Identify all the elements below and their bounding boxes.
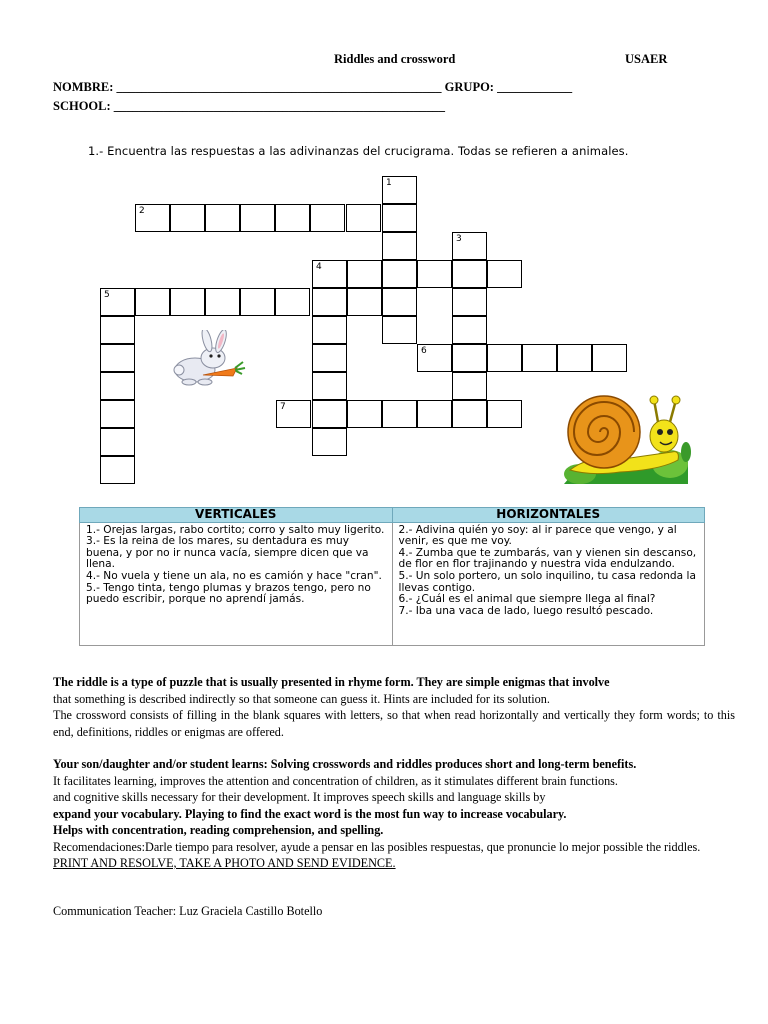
- clue-number: 3: [456, 234, 462, 244]
- crossword-cell[interactable]: [205, 288, 240, 316]
- vertical-clues-cell: [80, 522, 393, 645]
- clue-number: 6: [421, 346, 427, 356]
- vertical-clue: 1.- Orejas largas, rabo cortito; corro y salto muy ligerito.: [86, 523, 385, 536]
- crossword-cell[interactable]: [417, 400, 452, 428]
- crossword-cell[interactable]: [100, 288, 135, 316]
- crossword-cell[interactable]: [382, 288, 417, 316]
- crossword-cell[interactable]: [135, 204, 170, 232]
- crossword-cell[interactable]: [452, 372, 487, 400]
- crossword-cell[interactable]: [452, 344, 487, 372]
- benefits-paragraph: [53, 756, 735, 872]
- crossword-cell[interactable]: [382, 204, 417, 232]
- nombre-grupo-line: NOMBRE: ____________________________________________________ GRUPO: ____________: [53, 80, 573, 94]
- crossword-cell[interactable]: [346, 204, 381, 232]
- crossword-cell[interactable]: [312, 400, 347, 428]
- clue-number: 1: [386, 178, 392, 188]
- crossword-cell[interactable]: [275, 204, 310, 232]
- clue-number: 2: [139, 206, 145, 216]
- crossword-cell[interactable]: [487, 344, 522, 372]
- crossword-cell[interactable]: [347, 288, 382, 316]
- riddle-paragraph: [53, 674, 735, 740]
- horizontal-clues-cell: [392, 522, 705, 645]
- crossword-cell[interactable]: [170, 204, 205, 232]
- vertical-clue: 4.- No vuela y tiene un ala, no es camión y hace "cran".: [86, 569, 382, 582]
- benefits-heading: Your son/daughter and/or student learns: Solving crosswords and riddles produces short and long-term benefits.: [53, 757, 637, 771]
- crossword-cell[interactable]: [100, 456, 135, 484]
- crossword-cell[interactable]: [522, 344, 557, 372]
- vertical-clue: 5.- Tengo tinta, tengo plumas y brazos tengo, pero no puedo escribir, porque no aprendí jamás.: [86, 581, 371, 606]
- crossword-cell[interactable]: [100, 372, 135, 400]
- concentration-line: Helps with concentration, reading comprehension, and spelling.: [53, 823, 384, 837]
- crossword-cell[interactable]: [382, 232, 417, 260]
- crossword-cell[interactable]: [382, 260, 417, 288]
- vertical-clue: 3.- Es la reina de los mares, su dentadura es muy buena, y por no ir nunca vacía, siempre dicen que va llena.: [86, 535, 369, 571]
- crossword-paragraph: The crossword consists of filling in the blank squares with letters, so that when read horizontally and vertically they form words; to this end, definitions, riddles or enigmas are offered.: [53, 708, 735, 739]
- crossword-cell[interactable]: [557, 344, 592, 372]
- rabbit-icon: [165, 330, 250, 388]
- crossword-cell[interactable]: [382, 316, 417, 344]
- crossword-cell[interactable]: [312, 316, 347, 344]
- crossword-cell[interactable]: [100, 428, 135, 456]
- crossword-cell[interactable]: [312, 288, 347, 316]
- riddle-intro-bold: The riddle is a type of puzzle that is usually presented in rhyme form. They are simple enigmas that involve: [53, 675, 610, 689]
- crossword-cell[interactable]: [452, 316, 487, 344]
- crossword-cell[interactable]: [276, 400, 311, 428]
- crossword-cell[interactable]: [312, 428, 347, 456]
- instruction-text: 1.- Encuentra las respuestas a las adivinanzas del crucigrama. Todas se refieren a animales.: [88, 144, 629, 158]
- crossword-cell[interactable]: [135, 288, 170, 316]
- crossword-cell[interactable]: [312, 344, 347, 372]
- horizontal-clue: 6.- ¿Cuál es el animal que siempre llega al final?: [398, 593, 656, 606]
- verticales-header: VERTICALES: [80, 508, 393, 523]
- crossword-cell[interactable]: [347, 400, 382, 428]
- crossword-cell[interactable]: [240, 288, 275, 316]
- crossword-cell[interactable]: [100, 316, 135, 344]
- benefits-line-b: and cognitive skills necessary for their development. It improves speech skills and language skills by: [53, 790, 546, 804]
- riddle-intro-rest: that something is described indirectly so that someone can guess it. Hints are included for its solution.: [53, 691, 550, 706]
- crossword-cell[interactable]: [452, 260, 487, 288]
- crossword-cell[interactable]: [240, 204, 275, 232]
- crossword-cell[interactable]: [347, 260, 382, 288]
- horizontal-clue: 4.- Zumba que te zumbarás, van y vienen sin descanso, de flor en flor trajinando y nuestra vida endulzando.: [398, 546, 697, 571]
- recommendations-text: Recomendaciones:Darle tiempo para resolver, ayude a pensar en las posibles respuestas, que pronuncie lo mejor possible the riddles.: [53, 839, 701, 854]
- vocabulary-line: expand your vocabulary. Playing to find the exact word is the most fun way to increase vocabulary.: [53, 806, 567, 821]
- crossword-cell[interactable]: [487, 260, 522, 288]
- teacher-signature: Communication Teacher: Luz Graciela Castillo Botello: [53, 904, 323, 918]
- crossword-cell[interactable]: [275, 288, 310, 316]
- crossword-cell[interactable]: [170, 288, 205, 316]
- horizontales-header: HORIZONTALES: [392, 508, 705, 523]
- crossword-cell[interactable]: [310, 204, 345, 232]
- crossword-cell[interactable]: [312, 260, 347, 288]
- org-label: USAER: [625, 52, 668, 66]
- crossword-cell[interactable]: [312, 372, 347, 400]
- snail-icon: [560, 392, 692, 492]
- crossword-cell[interactable]: [487, 400, 522, 428]
- crossword-cell[interactable]: [452, 400, 487, 428]
- clue-number: 7: [280, 402, 286, 412]
- horizontal-clue: 7.- Iba una vaca de lado, luego resultó pescado.: [398, 604, 654, 617]
- crossword-cell[interactable]: [100, 400, 135, 428]
- crossword-cell[interactable]: [205, 204, 240, 232]
- crossword-cell[interactable]: [417, 260, 452, 288]
- crossword-cell[interactable]: [592, 344, 627, 372]
- crossword-cell[interactable]: [382, 176, 417, 204]
- benefits-line-a: It facilitates learning, improves the attention and concentration of children, as it stimulates different brain functions.: [53, 773, 618, 788]
- clue-number: 5: [104, 290, 110, 300]
- document-title: Riddles and crossword: [334, 52, 456, 66]
- crossword-cell[interactable]: [452, 288, 487, 316]
- crossword-cell[interactable]: [452, 232, 487, 260]
- clue-number: 4: [316, 262, 322, 272]
- horizontal-clue: 5.- Un solo portero, un solo inquilino, tu casa redonda la llevas contigo.: [398, 569, 696, 594]
- school-line: SCHOOL: _____________________________________________________: [53, 99, 446, 113]
- horizontal-clue: 2.- Adivina quién yo soy: al ir parece que vengo, y al venir, es que me voy.: [398, 523, 677, 548]
- clues-table: [79, 507, 705, 646]
- crossword-cell[interactable]: [100, 344, 135, 372]
- crossword-cell[interactable]: [417, 344, 452, 372]
- print-resolve-instruction: PRINT AND RESOLVE, TAKE A PHOTO AND SEND EVIDENCE.: [53, 856, 396, 870]
- crossword-cell[interactable]: [382, 400, 417, 428]
